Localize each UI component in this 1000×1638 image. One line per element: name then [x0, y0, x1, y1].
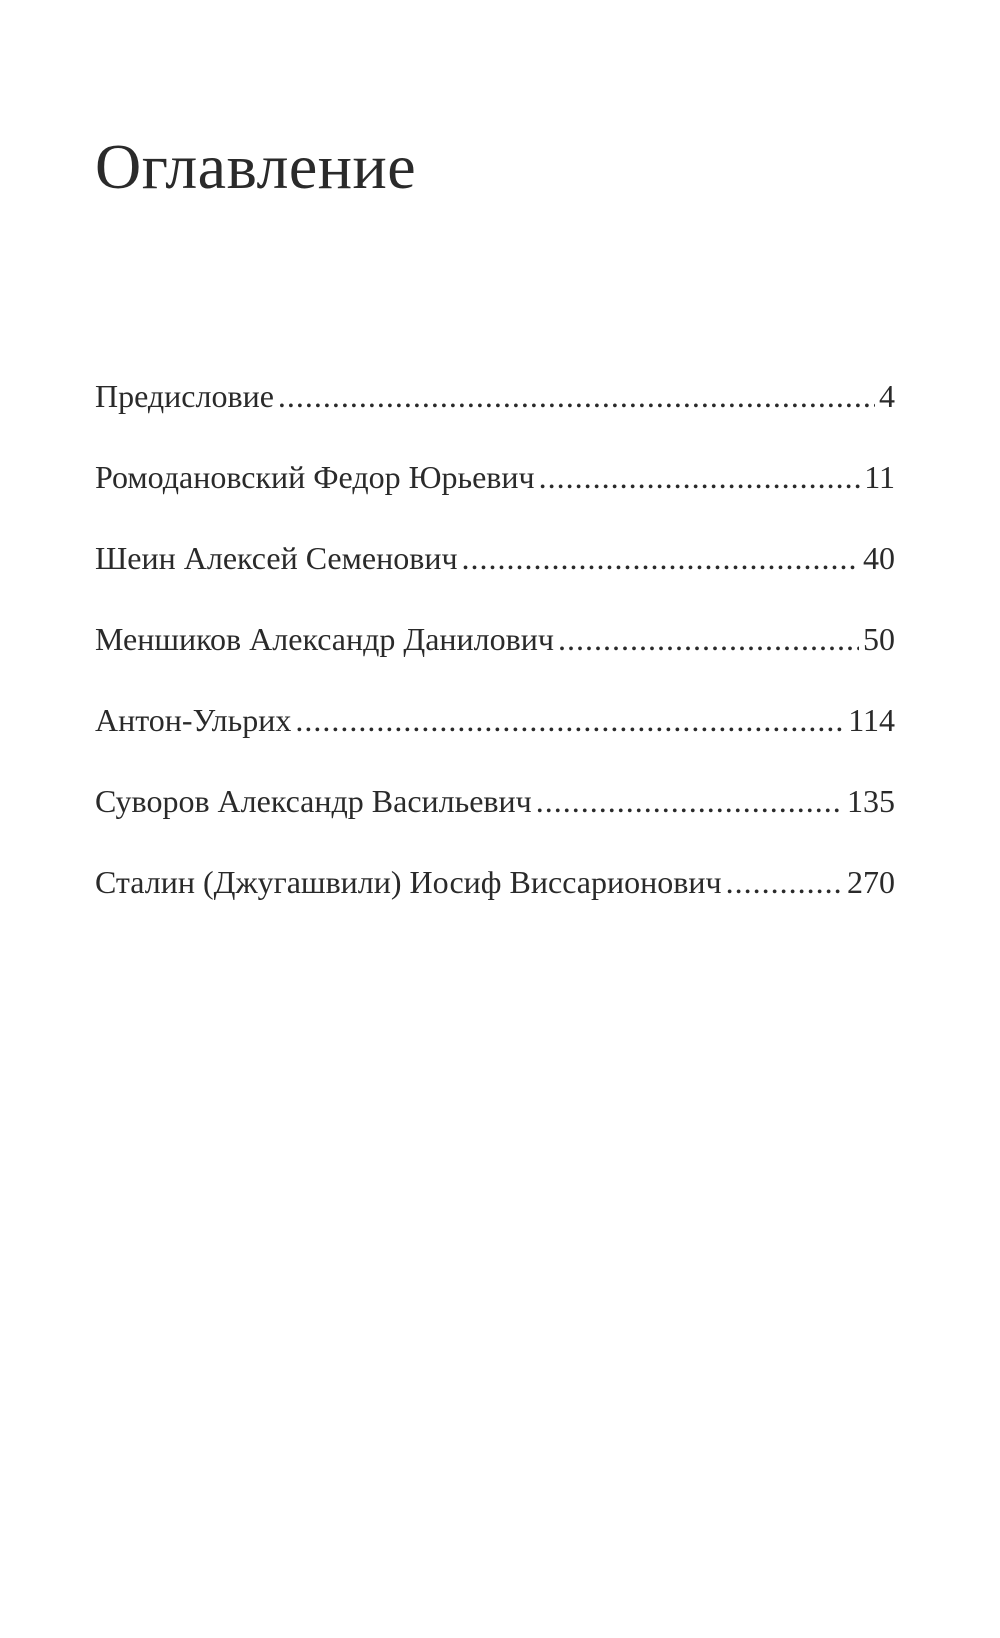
toc-entry-romodanovsky[interactable] [95, 459, 895, 499]
toc-page-number: 114 [848, 702, 895, 738]
toc-page-number: 4 [879, 378, 895, 414]
dot-leader [278, 378, 875, 415]
toc-entry-menshikov[interactable] [95, 621, 895, 661]
toc-entry-title: Ромодановский Федор Юрьевич [95, 459, 535, 495]
toc-page-number: 270 [847, 864, 895, 900]
toc-entry-title: Меншиков Александр Данилович [95, 621, 554, 657]
toc-page-number: 11 [864, 459, 895, 495]
page-title: Оглавление [95, 131, 417, 202]
toc-entry-title: Антон-Ульрих [95, 702, 292, 738]
dot-leader [539, 459, 861, 496]
toc-entry-title: Сталин (Джугашвили) Иосиф Виссарионович [95, 864, 722, 900]
toc-entry-shein[interactable] [95, 540, 895, 580]
toc-entry-title: Суворов Александр Васильевич [95, 783, 532, 819]
toc-entry-anton-ulrich[interactable] [95, 702, 895, 742]
dot-leader [295, 702, 844, 739]
toc-entry-preface[interactable] [95, 378, 895, 418]
toc-entry-title: Шеин Алексей Семенович [95, 540, 458, 576]
toc-entry-suvorov[interactable] [95, 783, 895, 823]
dot-leader [558, 621, 859, 658]
toc-page-number: 50 [863, 621, 895, 657]
toc-entry-stalin[interactable] [95, 864, 895, 904]
table-of-contents [95, 378, 895, 945]
toc-entry-title: Предисловие [95, 378, 274, 414]
dot-leader [536, 783, 843, 820]
toc-page-number: 135 [847, 783, 895, 819]
toc-page-number: 40 [863, 540, 895, 576]
dot-leader [726, 864, 843, 901]
dot-leader [462, 540, 859, 577]
